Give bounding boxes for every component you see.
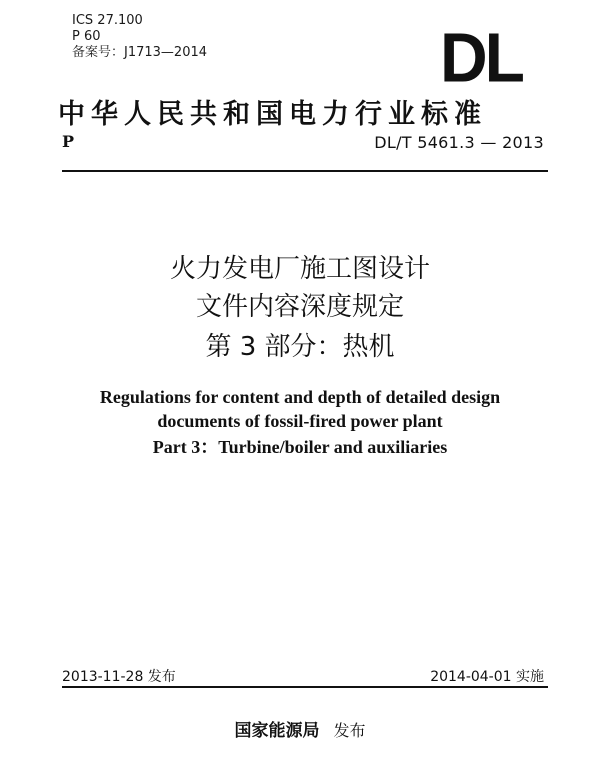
title-zh-line1: 火力发电厂施工图设计 xyxy=(169,254,430,284)
standard-title: 中华人民共和国电力行业标准 xyxy=(58,99,487,130)
footer-divider xyxy=(62,686,548,688)
category-letter: P xyxy=(62,132,75,151)
title-zh-line2: 文件内容深度规定 xyxy=(195,292,404,322)
classification-code: P 60 xyxy=(72,29,101,44)
publisher-action: 发布 xyxy=(333,721,366,740)
title-zh-line3: 第 3 部分：热机 xyxy=(205,332,395,362)
record-number: 备案号：J1713—2014 xyxy=(72,45,208,60)
title-en-line2: documents of fossil-fired power plant xyxy=(157,411,443,431)
header-divider xyxy=(62,170,548,172)
publisher-name: 国家能源局 xyxy=(234,721,320,741)
publisher xyxy=(0,716,600,741)
title-en-line3: Part 3：Turbine/boiler and auxiliaries xyxy=(152,437,448,457)
ics-code: ICS 27.100 xyxy=(72,13,143,28)
effective-date: 2014-04-01 实施 xyxy=(430,669,544,685)
title-en-line1: Regulations for content and depth of detailed design xyxy=(99,387,501,407)
standard-number: DL/T 5461.3 — 2013 xyxy=(374,133,544,152)
issue-date: 2013-11-28 发布 xyxy=(62,669,176,685)
dl-logo: DL xyxy=(440,18,522,97)
